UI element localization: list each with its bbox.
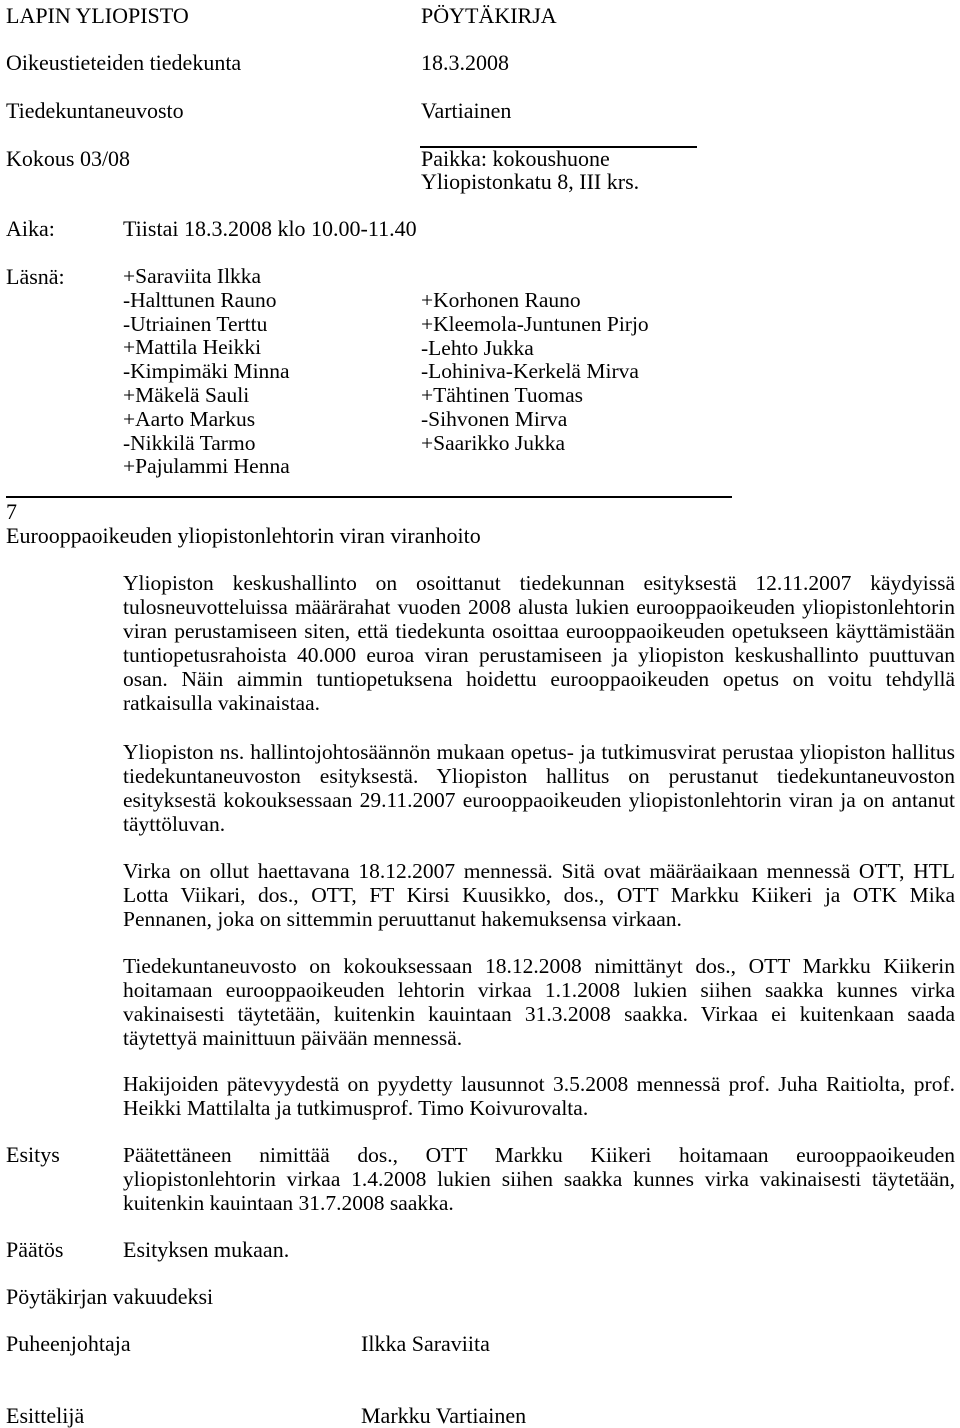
body-paragraph: Tiedekuntaneuvosto on kokouksessaan 18.12.2008 nimittänyt dos., OTT Markku Kiikerin hoitamaan eurooppaoikeuden lehtorin virkaa 1.1.2008 lukien siihen saakka kunnes virka vakinaisesti täytetään, kuitenkin kauintaan 31.3.2008 saakka. Virkaa ei kuitenkaan saada täytettyä mainittuun päivään mennessä. — [123, 954, 955, 1050]
item-number: 7 — [6, 499, 17, 524]
attendance-column-1 — [123, 265, 290, 479]
faculty-name: Oikeustieteiden tiedekunta — [6, 50, 242, 75]
proposal-label: Esitys — [6, 1142, 60, 1167]
attendee: +Aarto Markus — [123, 406, 256, 431]
attendee: +Mattila Heikki — [123, 335, 262, 360]
section-divider — [6, 496, 732, 498]
certification-line: Pöytäkirjan vakuudeksi — [6, 1284, 214, 1309]
body-paragraph: Virka on ollut haettavana 18.12.2007 mennessä. Sitä ovat määräaikaan mennessä OTT, HTL Lotta Viikari, dos., OTT, FT Kirsi Kuusikko, dos., OTT Markku Kiikeri ja OTK Mika Pennanen, joka on sittemmin peruuttanut hakemuksensa virkaan. — [123, 859, 955, 931]
attendee: +Saarikko Jukka — [421, 430, 566, 455]
attendee: -Lohiniva-Kerkelä Mirva — [421, 359, 639, 384]
attendee: +Pajulammi Henna — [123, 454, 290, 479]
attendee: -Kimpimäki Minna — [123, 359, 290, 384]
attendance-label: Läsnä: — [6, 264, 65, 289]
decision-text: Esityksen mukaan. — [123, 1237, 290, 1262]
presenter-label: Esittelijä — [6, 1403, 85, 1428]
chair-name: Ilkka Saraviita — [361, 1331, 490, 1356]
attendee: -Sihvonen Mirva — [421, 406, 568, 431]
attendee: +Tähtinen Tuomas — [421, 383, 584, 408]
decision-label: Päätös — [6, 1237, 64, 1262]
presenter-name: Markku Vartiainen — [361, 1403, 527, 1428]
meeting-place: Paikka: kokoushuone — [421, 146, 610, 171]
body-paragraph: Yliopiston keskushallinto on osoittanut tiedekunnan esityksestä 12.11.2007 käydyissä tulosneuvotteluissa määrärahat vuoden 2008 alusta lukien eurooppaoikeuden yliopistonlehtorin viran perustamiseen siten, että tiedekunta osoittaa eurooppaoikeuden opetukseen käyttämistään tuntiopetusrahoista 40.000 euroa viran perustamiseen ja yliopiston keskushallinto puuttuvan osan. Näin aimmin tuntiopetuksena hoidettu eurooppaoikeuden opetus on voitu tehdyllä ratkaisulla vakinaistaa. — [123, 571, 955, 715]
attendee: -Utriainen Terttu — [123, 311, 268, 336]
attendee: +Saraviita Ilkka — [123, 264, 262, 288]
document-type: PÖYTÄKIRJA — [421, 3, 557, 28]
meeting-address: Yliopistonkatu 8, III krs. — [421, 169, 640, 194]
chair-label: Puheenjohtaja — [6, 1331, 131, 1356]
attendee: +Kleemola-Juntunen Pirjo — [421, 311, 649, 336]
body-paragraph: Yliopiston ns. hallintojohtosäännön mukaan opetus- ja tutkimusvirat perustaa yliopiston hallitus tiedekuntaneuvoston esityksestä. Yliopiston hallitus on perustanut tiedekuntaneuvoston esityksestä kokouksessaan 29.11.2007 eurooppaoikeuden yliopistonlehtorin viran ja on antanut täyttöluvan. — [123, 740, 955, 836]
university-name: LAPIN YLIOPISTO — [6, 3, 189, 28]
proposal-text: Päätettäneen nimittää dos., OTT Markku Kiikeri hoitamaan eurooppaoikeuden yliopistonlehtorin virkaa 1.4.2008 lukien siihen saakka kunnes virka vakinaisesti täytetään, kuitenkin kauintaan 31.7.2008 saakka. — [123, 1143, 955, 1215]
meeting-number: Kokous 03/08 — [6, 146, 131, 171]
attendee: -Nikkilä Tarmo — [123, 430, 256, 455]
document-author: Vartiainen — [421, 98, 512, 123]
governing-body: Tiedekuntaneuvosto — [6, 98, 184, 123]
attendee: -Halttunen Rauno — [123, 287, 277, 312]
item-title: Eurooppaoikeuden yliopistonlehtorin viran viranhoito — [6, 523, 481, 548]
document-date: 18.3.2008 — [421, 50, 509, 75]
attendee: +Mäkelä Sauli — [123, 382, 250, 407]
attendee: +Korhonen Rauno — [421, 288, 581, 312]
attendee: -Lehto Jukka — [421, 335, 534, 360]
body-paragraph: Hakijoiden pätevyydestä on pyydetty lausunnot 3.5.2008 mennessä prof. Juha Raitiolta, prof. Heikki Mattilalta ja tutkimusprof. Timo Koivurovalta. — [123, 1072, 955, 1120]
time-label: Aika: — [6, 216, 55, 241]
time-value: Tiistai 18.3.2008 klo 10.00-11.40 — [123, 216, 417, 241]
attendance-column-2 — [421, 289, 649, 456]
